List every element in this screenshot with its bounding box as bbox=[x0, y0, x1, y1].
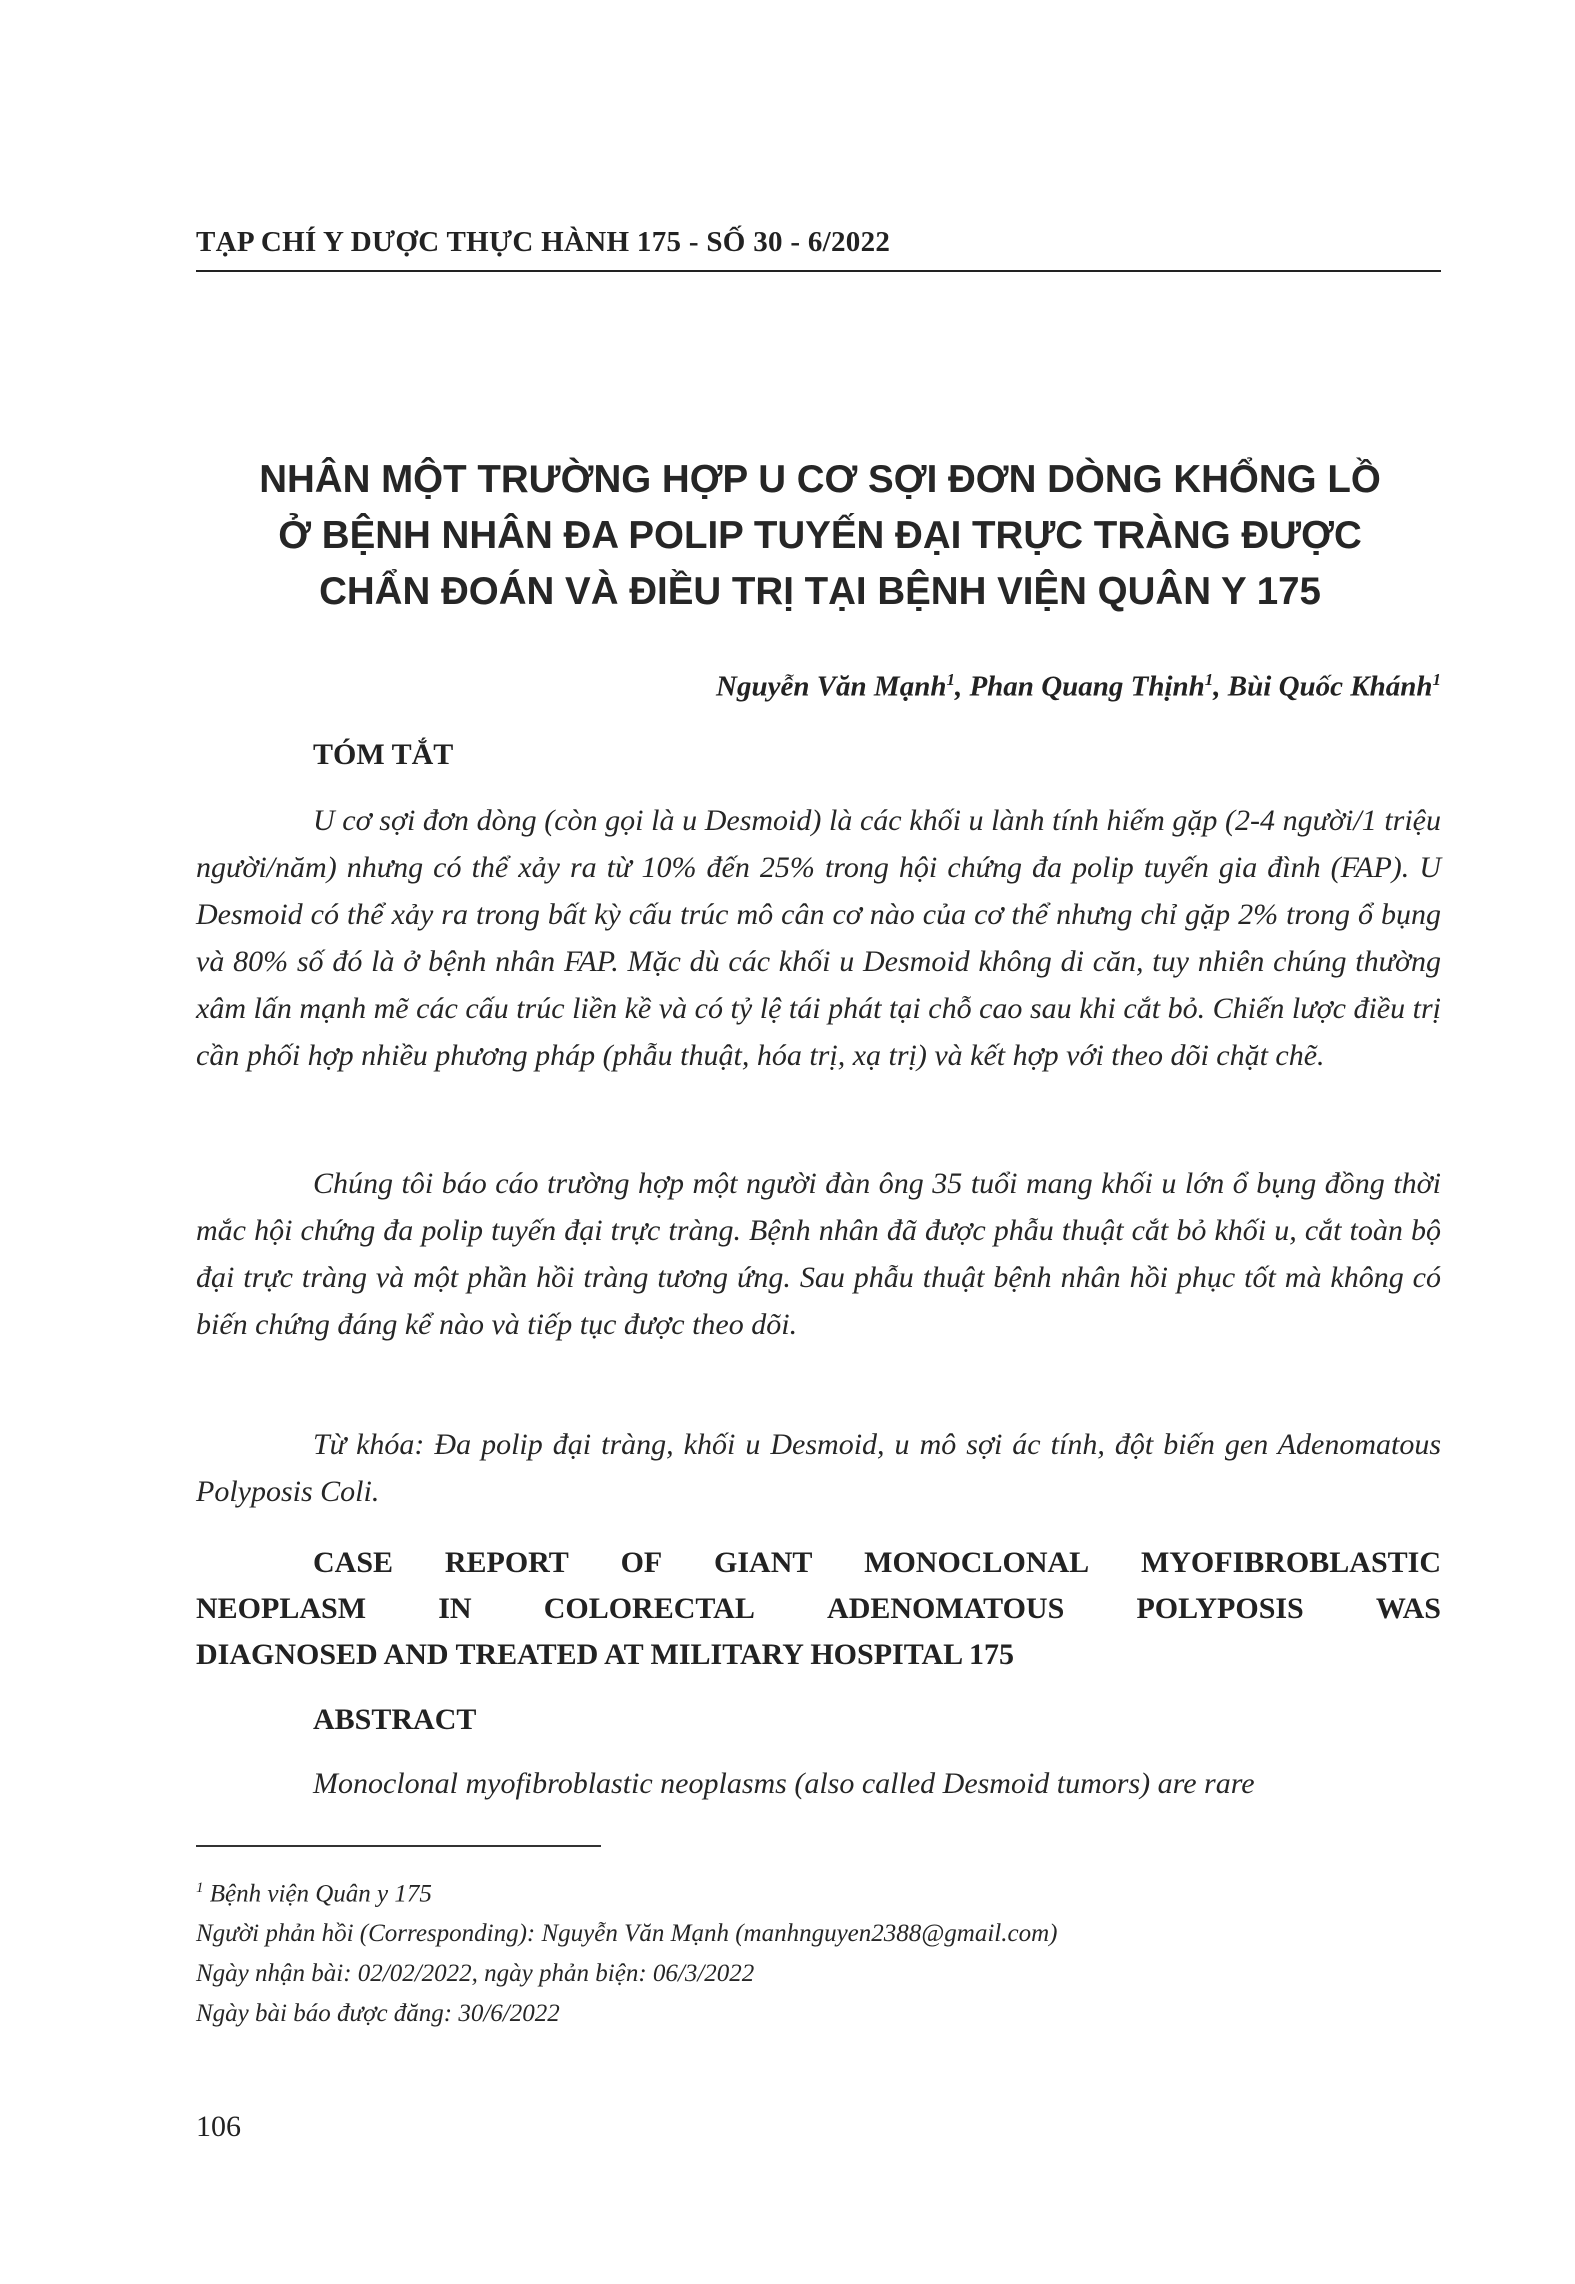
abstract-heading: ABSTRACT bbox=[313, 1703, 477, 1736]
title-word: IN bbox=[438, 1592, 472, 1625]
footnote-published: Ngày bài báo được đăng: 30/6/2022 bbox=[196, 2000, 560, 2028]
page-number: 106 bbox=[196, 2110, 241, 2143]
author-name: Phan Quang Thịnh bbox=[969, 670, 1205, 703]
title-word: COLORECTAL bbox=[543, 1592, 755, 1625]
title-word: GIANT bbox=[714, 1546, 813, 1579]
keywords-paragraph: Từ khóa: Đa polip đại tràng, khối u Desmoid, u mô sợi ác tính, đột biến gen Adenomatous Polyposis Coli. bbox=[196, 1428, 1441, 1508]
article-title-vi bbox=[160, 452, 1480, 620]
title-line: Ở BỆNH NHÂN ĐA POLIP TUYẾN ĐẠI TRỰC TRÀNG ĐƯỢC bbox=[278, 514, 1362, 557]
abstract-paragraph: Monoclonal myofibroblastic neoplasms (also called Desmoid tumors) are rare bbox=[313, 1767, 1255, 1800]
author-separator: , bbox=[1213, 670, 1228, 703]
footnote-received: Ngày nhận bài: 02/02/2022, ngày phản biện: 06/3/2022 bbox=[196, 1960, 755, 1988]
author-affiliation-mark: 1 bbox=[1432, 670, 1441, 689]
title-line: DIAGNOSED AND TREATED AT MILITARY HOSPITAL 175 bbox=[196, 1638, 1014, 1671]
author-name: Bùi Quốc Khánh bbox=[1227, 670, 1433, 703]
title-word: OF bbox=[620, 1546, 663, 1579]
footnote-divider bbox=[196, 1845, 601, 1847]
summary-paragraph: Chúng tôi báo cáo trường hợp một người đàn ông 35 tuổi mang khối u lớn ổ bụng đồng thời mắc hội chứng đa polip tuyến đại trực tràng. Bệnh nhân đã được phẫu thuật cắt bỏ khối u, cắt toàn bộ đại trực tràng và một phần hồi tràng tương ứng. Sau phẫu thuật bệnh nhân hồi phục tốt mà không có biến chứng đáng kể nào và tiếp tục được theo dõi. bbox=[196, 1167, 1441, 1341]
title-word: ADENOMATOUS bbox=[827, 1592, 1065, 1625]
summary-paragraph: U cơ sợi đơn dòng (còn gọi là u Desmoid) là các khối u lành tính hiếm gặp (2-4 người/1 triệu người/năm) nhưng có thể xảy ra từ 10% đến 25% trong hội chứng đa polip tuyến gia đình (FAP). U Desmoid có thể xảy ra trong bất kỳ cấu trúc mô cân cơ nào của cơ thể nhưng chỉ gặp 2% trong ổ bụng và 80% số đó là ở bệnh nhân FAP. Mặc dù các khối u Desmoid không di căn, tuy nhiên chúng thường xâm lấn mạnh mẽ các cấu trúc liền kề và có tỷ lệ tái phát tại chỗ cao sau khi cắt bỏ. Chiến lược điều trị cần phối hợp nhiều phương pháp (phẫu thuật, hóa trị, xạ trị) và kết hợp với theo dõi chặt chẽ. bbox=[196, 804, 1441, 1072]
footnotes bbox=[196, 1868, 1441, 2034]
footnote-affiliation bbox=[196, 1868, 1441, 1914]
title-line bbox=[196, 1586, 1441, 1632]
author-affiliation-mark: 1 bbox=[946, 670, 955, 689]
author-separator: , bbox=[954, 670, 970, 703]
article-title-en bbox=[196, 1540, 1441, 1678]
title-word: POLYPOSIS bbox=[1136, 1592, 1304, 1625]
journal-running-header: TẠP CHÍ Y DƯỢC THỰC HÀNH 175 - SỐ 30 - 6/2022 bbox=[196, 226, 891, 258]
title-word: WAS bbox=[1375, 1592, 1441, 1625]
summary-heading: TÓM TẮT bbox=[313, 738, 454, 771]
affiliation-text: Bệnh viện Quân y 175 bbox=[203, 1880, 432, 1908]
header-divider bbox=[196, 270, 1441, 272]
title-word: MONOCLONAL bbox=[864, 1546, 1090, 1579]
affiliation-mark: 1 bbox=[196, 1880, 204, 1896]
title-word: CASE bbox=[313, 1546, 394, 1579]
footnote-corresponding: Người phản hồi (Corresponding): Nguyễn Văn Mạnh (manhnguyen2388@gmail.com) bbox=[196, 1920, 1058, 1948]
title-line bbox=[196, 1540, 1441, 1586]
title-line: NHÂN MỘT TRƯỜNG HỢP U CƠ SỢI ĐƠN DÒNG KHỔNG LỒ bbox=[259, 458, 1381, 501]
author-affiliation-mark: 1 bbox=[1204, 670, 1214, 689]
author-list bbox=[716, 670, 1441, 704]
author-name: Nguyễn Văn Mạnh bbox=[716, 670, 947, 703]
title-word: MYOFIBROBLASTIC bbox=[1140, 1546, 1441, 1579]
title-word: NEOPLASM bbox=[196, 1592, 367, 1625]
title-line: CHẨN ĐOÁN VÀ ĐIỀU TRỊ TẠI BỆNH VIỆN QUÂN Y 175 bbox=[319, 570, 1321, 613]
title-word: REPORT bbox=[444, 1546, 569, 1579]
